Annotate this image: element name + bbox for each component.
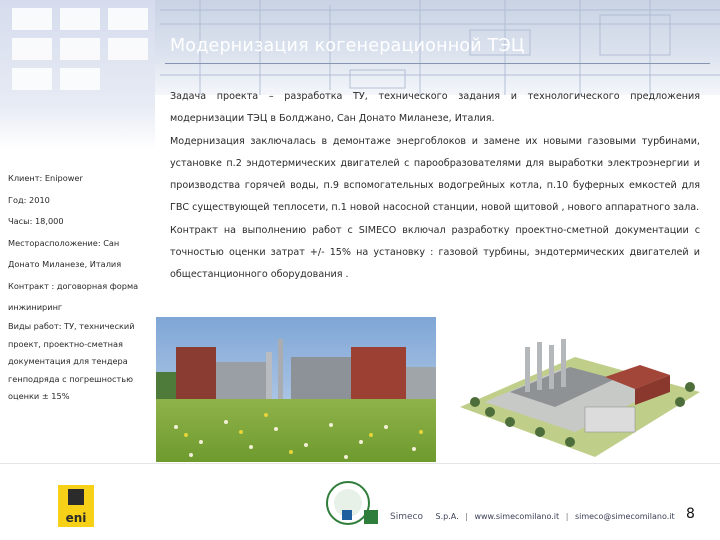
- work-line-2: проект, проектно-сметная: [8, 338, 123, 349]
- contract-line-2: инжиниринг: [8, 302, 63, 312]
- description-paragraph-2: Модернизация заключалась в демонтаже энергоблоков и замене их новыми газовыми турбинами, установке п.2 эндотермических двигателей с парообразователями для выработки электроэнергии и производства горячей воды, п.9 вспомогательных водогрейных котла, п.10 буферных емкостей для ГВС существующей теплосети, п.1 новой насосной станции, новой щитовой , нового аппаратного зала.: [170, 135, 700, 214]
- power-plant-photo: [156, 317, 436, 462]
- left-grid-graphic: [0, 0, 155, 150]
- page-number: 8: [686, 506, 695, 522]
- contract-line-1: Контракт : договорная форма: [8, 280, 139, 291]
- title-divider: [165, 63, 710, 64]
- work-types-panel: [8, 318, 156, 406]
- work-line-4: генподряда с погрешностью: [8, 373, 133, 384]
- separator: |: [465, 512, 468, 521]
- eni-logo-text: eni: [65, 511, 87, 525]
- left-decorative-strip: [0, 0, 155, 150]
- project-description: [170, 86, 700, 287]
- work-line-3: документация для тендера: [8, 356, 128, 366]
- hours-line: Часы: 18,000: [8, 216, 64, 226]
- year-line: Год: 2010: [8, 194, 50, 205]
- location-line-2: Донато Миланезе, Италия: [8, 259, 122, 269]
- website-link[interactable]: www.simecomilano.it: [474, 512, 560, 521]
- description-paragraph-1: Задача проекта – разработка ТУ, технического задания и технологического предложения модернизации ТЭЦ в Болджано, Сан Донато Миланезе, Италия.: [170, 91, 700, 125]
- location-line-1: Месторасположение: Сан: [8, 237, 120, 248]
- description-paragraph-3: Контракт на выполнению работ с SIMECO включал разработку проектно-сметной документации с точностью оценки затрат +/- 15% на установку : газовой турбины, эндотермических двигателей и общестанционного оборудования .: [170, 224, 700, 281]
- plant-3d-render: [455, 317, 703, 462]
- project-info-panel: [8, 168, 156, 319]
- email-link[interactable]: simeco@simecomilano.it: [574, 512, 675, 521]
- footer-contacts: [390, 512, 680, 522]
- slide-title: Модернизация когенерационной ТЭЦ: [170, 36, 525, 56]
- company-name: Simeco: [390, 512, 423, 522]
- separator: |: [565, 512, 569, 521]
- work-line-1: Виды работ: ТУ, технический: [8, 321, 135, 331]
- eni-logo: [58, 485, 94, 527]
- footer-divider: [0, 463, 720, 464]
- work-line-5: оценки ± 15%: [8, 391, 70, 401]
- certification-logo: [326, 478, 380, 528]
- client-line: Клиент: Enipower: [8, 173, 83, 183]
- company-suffix: S.p.A.: [435, 512, 459, 521]
